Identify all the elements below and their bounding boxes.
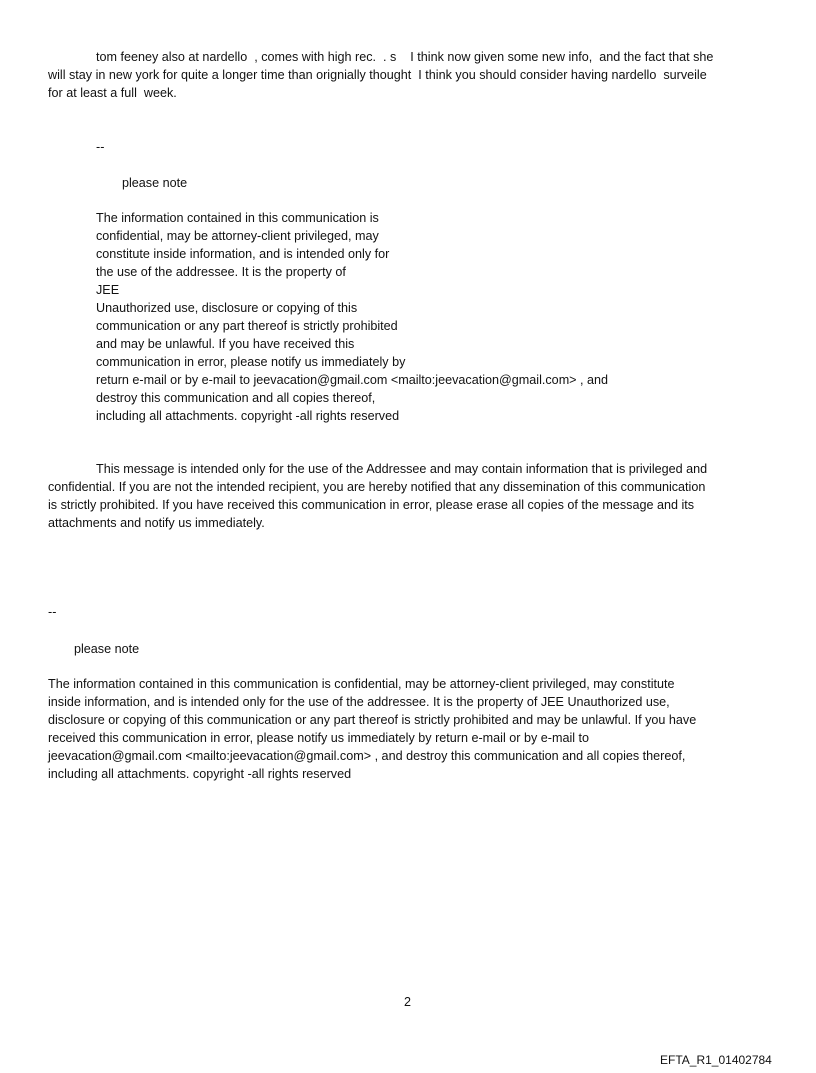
disclaimer-line: and may be unlawful. If you have received this — [96, 337, 355, 351]
disclaimer-line: constitute inside information, and is intended only for — [96, 247, 390, 261]
disclaimer-line: including all attachments. copyright -all rights reserved — [48, 767, 352, 781]
disclaimer-line: confidential, may be attorney-client privileged, may — [96, 229, 379, 243]
disclaimer-line: JEE — [96, 283, 120, 297]
disclaimer-line: destroy this communication and all copies thereof, — [96, 391, 376, 405]
disclaimer-line: Unauthorized use, disclosure or copying of this — [96, 301, 358, 315]
disclaimer-line: jeevacation@gmail.com <mailto:jeevacation@gmail.com> , and destroy this communication and all copies thereof, — [48, 749, 686, 763]
notice-line: confidential. If you are not the intended recipient, you are hereby notified that any dissemination of this communication — [48, 480, 706, 494]
separator-dash: -- — [96, 140, 105, 154]
disclaimer-line: the use of the addressee. It is the property of — [96, 265, 346, 279]
please-note-label: please note — [122, 176, 188, 190]
disclaimer-line: The information contained in this communication is — [96, 211, 379, 225]
disclaimer-line: including all attachments. copyright -all rights reserved — [96, 409, 400, 423]
intro-line: tom feeney also at nardello , comes with high rec. . s I think now given some new info, and the fact that she — [96, 50, 714, 64]
disclaimer-line: disclosure or copying of this communication or any part thereof is strictly prohibited and may be unlawful. If you have — [48, 713, 697, 727]
notice-line: is strictly prohibited. If you have received this communication in error, please erase all copies of the message and its — [48, 498, 695, 512]
document-id: EFTA_R1_01402784 — [660, 1053, 772, 1067]
disclaimer-line: communication or any part thereof is strictly prohibited — [96, 319, 398, 333]
disclaimer-line: received this communication in error, please notify us immediately by return e-mail or by e-mail to — [48, 731, 590, 745]
notice-line: attachments and notify us immediately. — [48, 516, 265, 530]
please-note-label: please note — [74, 642, 140, 656]
page-number: 2 — [404, 995, 412, 1009]
notice-line: This message is intended only for the use of the Addressee and may contain information that is privileged and — [96, 462, 708, 476]
disclaimer-line: return e-mail or by e-mail to jeevacation@gmail.com <mailto:jeevacation@gmail.com> , and — [96, 373, 609, 387]
separator-dash: -- — [48, 605, 57, 619]
intro-line: will stay in new york for quite a longer time than orignially thought I think you should consider having nardello surveile — [48, 68, 707, 82]
disclaimer-line: The information contained in this communication is confidential, may be attorney-client privileged, may constitute — [48, 677, 675, 691]
disclaimer-line: inside information, and is intended only for the use of the addressee. It is the property of JEE Unauthorized use, — [48, 695, 670, 709]
intro-line: for at least a full week. — [48, 86, 177, 100]
disclaimer-line: communication in error, please notify us immediately by — [96, 355, 406, 369]
